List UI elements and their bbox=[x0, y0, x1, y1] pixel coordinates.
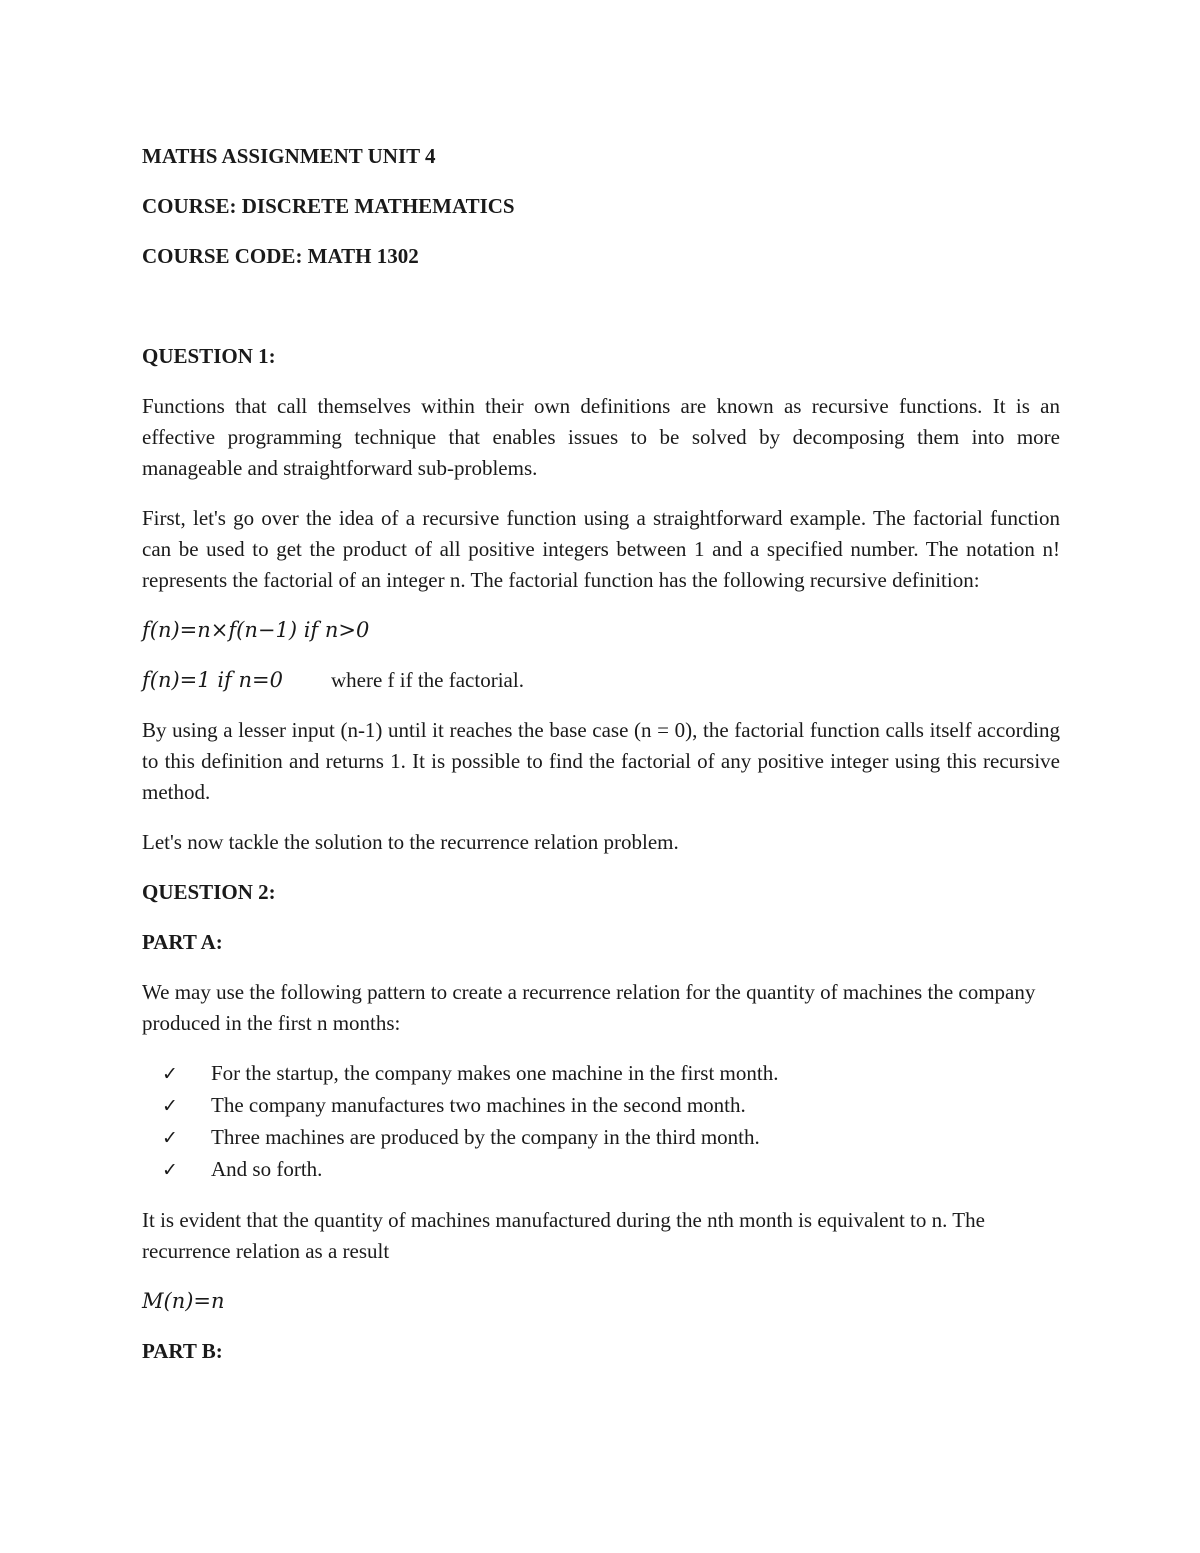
factorial-base-expression: f(n)=1 if n=0 bbox=[142, 668, 283, 692]
list-item-text: Three machines are produced by the company in the third month. bbox=[211, 1125, 760, 1149]
list-item-text: The company manufactures two machines in the second month. bbox=[211, 1093, 746, 1117]
document-body bbox=[142, 141, 1060, 1386]
part-a-heading: PART A: bbox=[142, 930, 223, 954]
factorial-formula-recursive: f(n)=n×f(n−1) if n>0 bbox=[142, 618, 370, 642]
list-item-text: For the startup, the company makes one machine in the first month. bbox=[211, 1061, 779, 1085]
list-item bbox=[162, 1122, 1060, 1154]
checkmark-icon: ✓ bbox=[162, 1095, 178, 1117]
checkmark-icon: ✓ bbox=[162, 1063, 178, 1085]
factorial-formula-base bbox=[142, 665, 1060, 696]
question-1-paragraph-1: Functions that call themselves within their own definitions are known as recursive functions. It is an effective programming technique that enables issues to be solved by decomposing them into more manageable and straightforward sub-problems. bbox=[142, 394, 1060, 480]
question-2-heading: QUESTION 2: bbox=[142, 880, 276, 904]
list-item bbox=[162, 1090, 1060, 1122]
question-1-paragraph-4: Let's now tackle the solution to the recurrence relation problem. bbox=[142, 830, 679, 854]
question-1-paragraph-3: By using a lesser input (n-1) until it reaches the base case (n = 0), the factorial function calls itself according to this definition and returns 1. It is possible to find the factorial of any positive integer using this recursive method. bbox=[142, 718, 1060, 804]
list-item bbox=[162, 1058, 1060, 1090]
part-a-intro: We may use the following pattern to create a recurrence relation for the quantity of machines the company produced in the first n months: bbox=[142, 980, 1036, 1035]
assignment-title: MATHS ASSIGNMENT UNIT 4 bbox=[142, 144, 436, 168]
checkmark-icon: ✓ bbox=[162, 1127, 178, 1149]
part-b-heading: PART B: bbox=[142, 1339, 223, 1363]
question-1-paragraph-2: First, let's go over the idea of a recursive function using a straightforward example. The factorial function can be used to get the product of all positive integers between 1 and a specified number. The notation n! represents the factorial of an integer n. The factorial function has the following recursive definition: bbox=[142, 506, 1060, 592]
recurrence-formula: M(n)=n bbox=[142, 1289, 225, 1313]
section-spacer bbox=[142, 291, 1060, 341]
course-code: COURSE CODE: MATH 1302 bbox=[142, 244, 419, 268]
course-name: COURSE: DISCRETE MATHEMATICS bbox=[142, 194, 515, 218]
checkmark-icon: ✓ bbox=[162, 1159, 178, 1181]
factorial-formula-note: where f if the factorial. bbox=[330, 668, 524, 692]
machine-pattern-list bbox=[142, 1058, 1060, 1186]
part-a-conclusion: It is evident that the quantity of machines manufactured during the nth month is equivalent to n. The recurrence relation as a result bbox=[142, 1208, 985, 1263]
list-item-text: And so forth. bbox=[211, 1157, 323, 1181]
list-item bbox=[162, 1154, 1060, 1186]
question-1-heading: QUESTION 1: bbox=[142, 344, 276, 368]
